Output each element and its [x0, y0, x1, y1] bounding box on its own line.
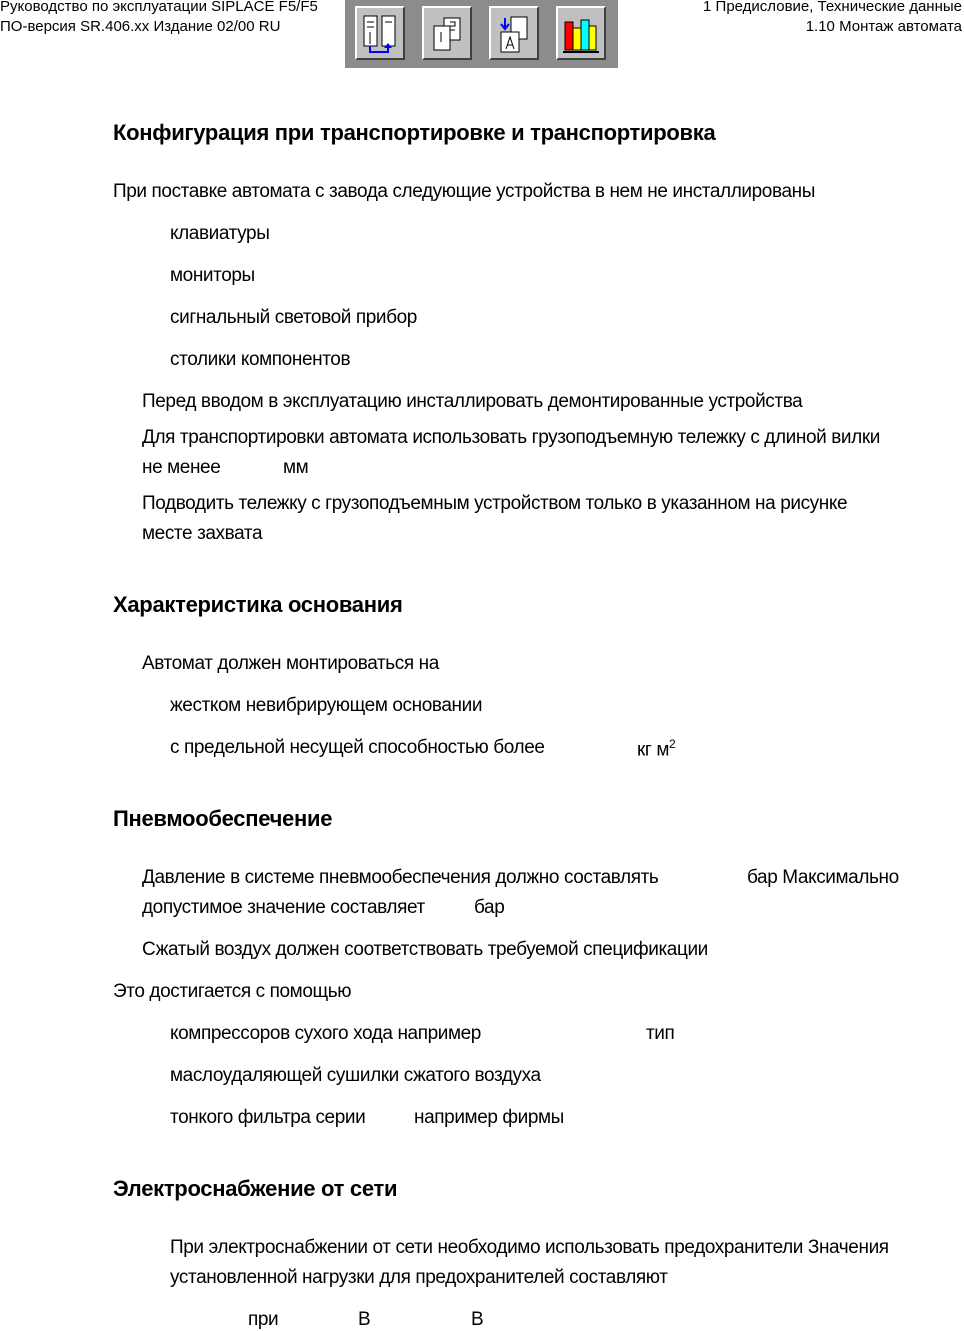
- paragraph: Перед вводом в эксплуатацию инсталлировать демонтированные устройства: [142, 391, 803, 412]
- paragraph: месте захвата: [142, 523, 263, 544]
- pages-button[interactable]: [422, 6, 472, 60]
- list-item: маслоудаляющей сушилки сжатого воздуха: [170, 1065, 541, 1086]
- paragraph: допустимое значение составляет: [142, 897, 425, 918]
- paragraph: установленной нагрузки для предохранителей составляют: [170, 1267, 668, 1288]
- heading-power: Электроснабжение от сети: [113, 1176, 398, 1201]
- unit-text: мм: [283, 457, 309, 478]
- paragraph: не менее: [142, 457, 221, 478]
- list-item: сигнальный световой прибор: [170, 307, 417, 328]
- list-item: компрессоров сухого хода например: [170, 1023, 481, 1044]
- library-icon: [562, 12, 600, 56]
- unit-exponent: 2: [668, 737, 676, 751]
- list-item: клавиатуры: [170, 223, 270, 244]
- heading-foundation: Характеристика основания: [113, 592, 403, 617]
- paragraph: При поставке автомата с завода следующие устройства в нем не инсталлированы: [113, 181, 815, 202]
- paragraph: бар Максимально: [747, 867, 899, 888]
- list-item: с предельной несущей способностью более: [170, 737, 545, 758]
- list-item: мониторы: [170, 265, 255, 286]
- chapter-title: 1 Предисловие, Технические данные: [703, 0, 962, 15]
- library-button[interactable]: [556, 6, 606, 60]
- paragraph: Для транспортировки автомата использовать грузоподъемную тележку с длиной вилки: [142, 427, 880, 448]
- table-cell: В: [471, 1309, 484, 1330]
- unit-text: [637, 737, 675, 761]
- section-title: 1.10 Монтаж автомата: [805, 18, 962, 35]
- paragraph: При электроснабжении от сети необходимо использовать предохранители Значения: [170, 1237, 889, 1258]
- contents-button[interactable]: [355, 6, 405, 60]
- navigate-button[interactable]: [489, 6, 539, 60]
- list-item: столики компонентов: [170, 349, 351, 370]
- manual-title: Руководство по эксплуатации SIPLACE F5/F5: [0, 0, 318, 15]
- paragraph: Автомат должен монтироваться на: [142, 653, 439, 674]
- paragraph: Это достигается с помощью: [113, 981, 352, 1002]
- list-item: тонкого фильтра серии: [170, 1107, 366, 1128]
- page-navigate-icon: [495, 12, 533, 56]
- version-info: ПО-версия SR.406.xx Издание 02/00 RU: [0, 18, 281, 35]
- paragraph: Подводить тележку с грузоподъемным устройством только в указанном на рисунке: [142, 493, 848, 514]
- unit-text: бар: [474, 897, 505, 918]
- table-cell: при: [248, 1309, 279, 1330]
- unit: кг м: [637, 739, 669, 761]
- pages-icon: [428, 12, 466, 56]
- navigation-toolbar: [345, 0, 618, 68]
- list-item-type: тип: [646, 1023, 675, 1044]
- list-item-vendor: например фирмы: [414, 1107, 564, 1128]
- list-item: жестком невибрирующем основании: [170, 695, 483, 716]
- contents-icon: [361, 12, 399, 56]
- table-cell: В: [358, 1309, 371, 1330]
- paragraph: Давление в системе пневмообеспечения должно составлять: [142, 867, 659, 888]
- paragraph: Сжатый воздух должен соответствовать требуемой спецификации: [142, 939, 708, 960]
- heading-pneumatics: Пневмообеспечение: [113, 806, 333, 831]
- heading-transport: Конфигурация при транспортировке и транспортировка: [113, 120, 716, 145]
